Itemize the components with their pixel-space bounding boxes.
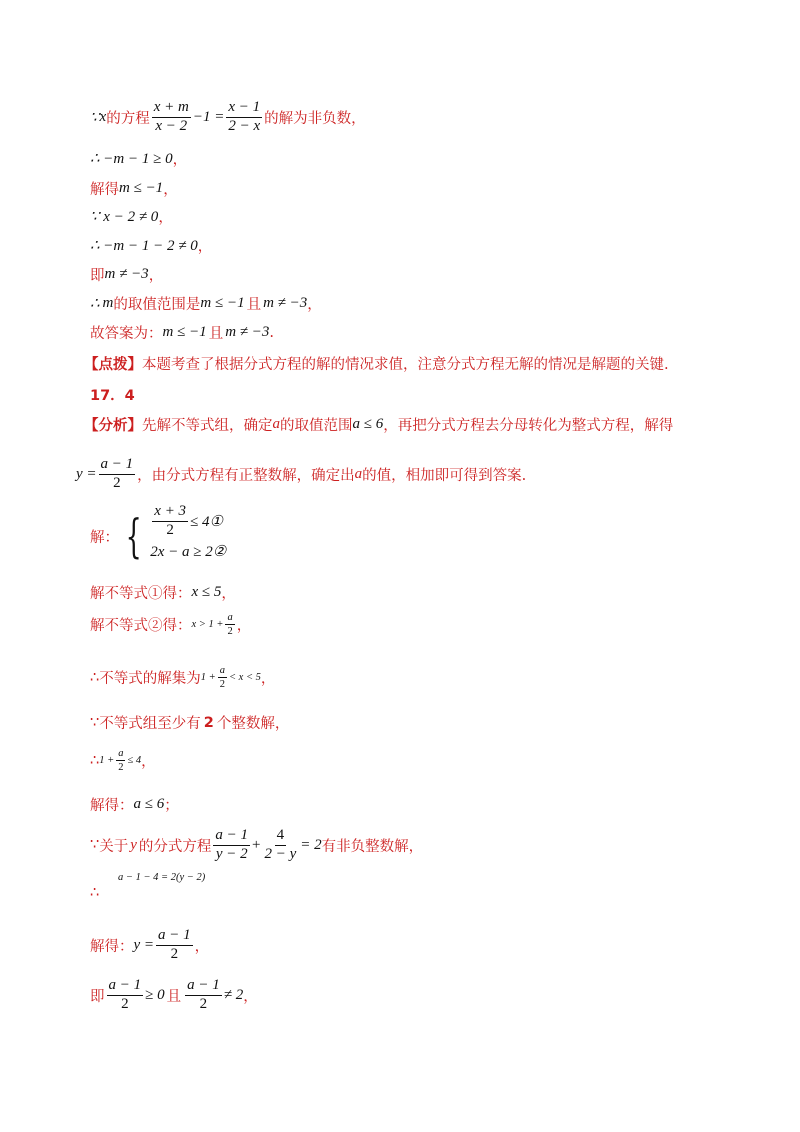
punct: ， bbox=[260, 671, 276, 688]
line-6 bbox=[90, 264, 163, 285]
text: 有非负整数解， bbox=[321, 838, 424, 855]
math: ∴ −m − 1 ≥ 0 bbox=[90, 151, 173, 167]
math: < x < 5 bbox=[228, 672, 261, 684]
math: ≥ 0 bbox=[145, 986, 165, 1003]
line-19 bbox=[90, 794, 179, 815]
punct: ， bbox=[158, 210, 173, 226]
punct: ， bbox=[148, 268, 164, 284]
math: ∵ bbox=[90, 109, 100, 126]
punct: ， bbox=[307, 297, 322, 313]
denominator: 2 bbox=[227, 626, 233, 638]
math: m bbox=[102, 295, 114, 311]
numerator: a bbox=[218, 665, 227, 678]
numerator: x + 3 bbox=[152, 504, 188, 522]
math: ≠ 2 bbox=[223, 986, 244, 1003]
text: 的分式方程 bbox=[138, 838, 212, 855]
line-7 bbox=[90, 293, 322, 314]
text: 且 bbox=[166, 988, 182, 1005]
line-8 bbox=[90, 322, 274, 343]
text: 的方程 bbox=[106, 110, 150, 127]
line-15 bbox=[90, 612, 251, 637]
fraction bbox=[156, 928, 193, 963]
numerator: a − 1 bbox=[213, 828, 250, 846]
line-9 bbox=[84, 353, 669, 374]
math: ∵ x − 2 ≠ 0 bbox=[90, 209, 159, 225]
line-12 bbox=[76, 457, 526, 492]
numerator: 4 bbox=[275, 828, 287, 846]
numerator: a − 1 bbox=[156, 928, 193, 946]
denominator: y − 2 bbox=[215, 845, 248, 862]
denominator: 2 bbox=[118, 762, 124, 774]
text: 解不等式②得： bbox=[90, 618, 192, 635]
denominator: 2 − x bbox=[228, 117, 261, 134]
fraction bbox=[99, 457, 136, 492]
system-rows bbox=[150, 502, 227, 564]
denominator: 2 bbox=[121, 995, 129, 1012]
math: ≤ 4 bbox=[127, 755, 142, 767]
text: 解不等式①得： bbox=[90, 586, 192, 602]
punct: . bbox=[269, 324, 274, 341]
numerator: a − 1 bbox=[99, 457, 136, 475]
math: 1 + bbox=[200, 672, 216, 684]
inequality-system bbox=[119, 502, 227, 564]
math: m ≠ −3 bbox=[263, 295, 308, 311]
text: ∵ bbox=[90, 714, 100, 731]
math: ∴ −m − 1 − 2 ≠ 0 bbox=[90, 238, 198, 254]
math: = 2 bbox=[300, 836, 322, 853]
numerator: a − 1 bbox=[185, 978, 222, 996]
tag: 【点拨】 bbox=[84, 356, 142, 373]
line-2 bbox=[90, 148, 187, 169]
math: a bbox=[272, 416, 280, 432]
text: 的取值范围 bbox=[280, 418, 353, 434]
fraction bbox=[225, 612, 234, 637]
math: x bbox=[99, 108, 107, 125]
math: −1 = bbox=[192, 108, 225, 125]
text: 且 bbox=[208, 326, 224, 342]
denominator: 2 − y bbox=[264, 845, 297, 862]
math: + bbox=[252, 836, 261, 853]
denominator: 2 bbox=[170, 945, 179, 962]
numerator: a bbox=[116, 748, 125, 761]
math: 2x − a ≥ 2② bbox=[150, 543, 227, 560]
text: ，再把分式方程去分母转化为整式方程，解得 bbox=[383, 418, 674, 434]
math: x ≤ 5 bbox=[191, 584, 222, 600]
fraction bbox=[213, 828, 250, 863]
question-number: 17．4 bbox=[90, 388, 135, 404]
left-brace: { bbox=[125, 509, 142, 563]
text: 的值，相加即可得到答案. bbox=[362, 467, 527, 484]
text: 的取值范围是 bbox=[113, 297, 201, 313]
math: y bbox=[130, 836, 137, 853]
denominator: 2 bbox=[199, 995, 208, 1012]
math: y = bbox=[76, 465, 97, 482]
text: ∵ bbox=[90, 837, 100, 854]
line-23 bbox=[90, 978, 258, 1013]
numerator: x + m bbox=[152, 100, 191, 118]
punct: ， bbox=[236, 618, 252, 635]
fraction bbox=[116, 748, 125, 773]
line-11 bbox=[84, 414, 673, 435]
fraction bbox=[152, 100, 191, 135]
punct: ， bbox=[194, 938, 210, 955]
tag: 【分析】 bbox=[84, 417, 142, 434]
denominator: 2 bbox=[166, 521, 174, 538]
line-5 bbox=[90, 235, 212, 256]
text: ∴ bbox=[90, 669, 100, 686]
text: 关于 bbox=[99, 838, 129, 855]
line-13 bbox=[90, 502, 227, 564]
numerator: x − 1 bbox=[226, 100, 262, 118]
text: 的解为非负数， bbox=[264, 110, 366, 127]
fraction bbox=[185, 978, 222, 1013]
line-16 bbox=[90, 665, 275, 690]
math: m ≠ −3 bbox=[225, 324, 270, 340]
line-20 bbox=[90, 828, 423, 863]
text: ，由分式方程有正整数解，确定出 bbox=[137, 467, 355, 484]
text: 解得： bbox=[90, 798, 134, 814]
text: 解得 bbox=[90, 182, 119, 198]
denominator: 2 bbox=[219, 679, 225, 691]
text: 本题考查了根据分式方程的解的情况求值，注意分式方程无解的情况是解题的关键. bbox=[142, 357, 669, 373]
punct: ； bbox=[164, 798, 179, 814]
text: ∴ bbox=[90, 885, 100, 901]
punct: ， bbox=[197, 239, 213, 255]
fraction bbox=[152, 504, 188, 539]
math: y = bbox=[133, 936, 155, 953]
fraction bbox=[263, 828, 299, 863]
math: m ≤ −1 bbox=[119, 180, 164, 196]
system-row bbox=[150, 502, 226, 538]
math: a ≤ 6 bbox=[352, 416, 384, 432]
fraction bbox=[226, 100, 262, 135]
math: ∴ bbox=[90, 296, 100, 312]
math: a ≤ 6 bbox=[133, 796, 165, 812]
punct: ， bbox=[163, 182, 178, 198]
text: 即 bbox=[90, 268, 105, 284]
math: m ≤ −1 bbox=[200, 295, 245, 311]
text: 解得： bbox=[90, 938, 134, 955]
line-18 bbox=[90, 748, 156, 773]
punct: ， bbox=[221, 586, 236, 602]
line-22 bbox=[90, 928, 209, 963]
line-21 bbox=[90, 872, 205, 901]
fraction bbox=[218, 665, 227, 690]
text: 个整数解， bbox=[216, 716, 290, 732]
denominator: 2 bbox=[113, 474, 121, 491]
line-4 bbox=[90, 206, 173, 227]
line-10 bbox=[90, 384, 135, 405]
line-14 bbox=[90, 582, 236, 603]
text: 先解不等式组，确定 bbox=[142, 418, 273, 434]
punct: ， bbox=[243, 988, 258, 1005]
math: ≤ 4① bbox=[190, 513, 223, 530]
math: m ≤ −1 bbox=[162, 324, 207, 340]
text: 且 bbox=[246, 297, 262, 313]
punct: ， bbox=[172, 152, 188, 168]
math: a − 1 − 4 = 2(y − 2) bbox=[118, 872, 206, 883]
system-row bbox=[150, 538, 226, 564]
math: a bbox=[354, 465, 363, 482]
fraction bbox=[107, 978, 144, 1013]
line-3 bbox=[90, 178, 178, 199]
math: 1 + bbox=[99, 755, 115, 767]
denominator: x − 2 bbox=[155, 117, 188, 134]
line-1 bbox=[90, 100, 366, 135]
numerator: a − 1 bbox=[107, 978, 144, 996]
number: 2 bbox=[203, 714, 214, 731]
text: 解： bbox=[90, 529, 119, 546]
math: x > 1 + bbox=[191, 619, 224, 631]
math: m ≠ −3 bbox=[104, 266, 149, 282]
numerator: a bbox=[225, 612, 234, 625]
line-17 bbox=[90, 712, 289, 733]
text: 不等式的解集为 bbox=[99, 671, 201, 688]
text: ∴ bbox=[90, 752, 100, 769]
text: 不等式组至少有 bbox=[99, 716, 201, 732]
text: 即 bbox=[90, 988, 105, 1005]
text: 故答案为： bbox=[90, 326, 163, 342]
punct: ， bbox=[141, 754, 156, 771]
